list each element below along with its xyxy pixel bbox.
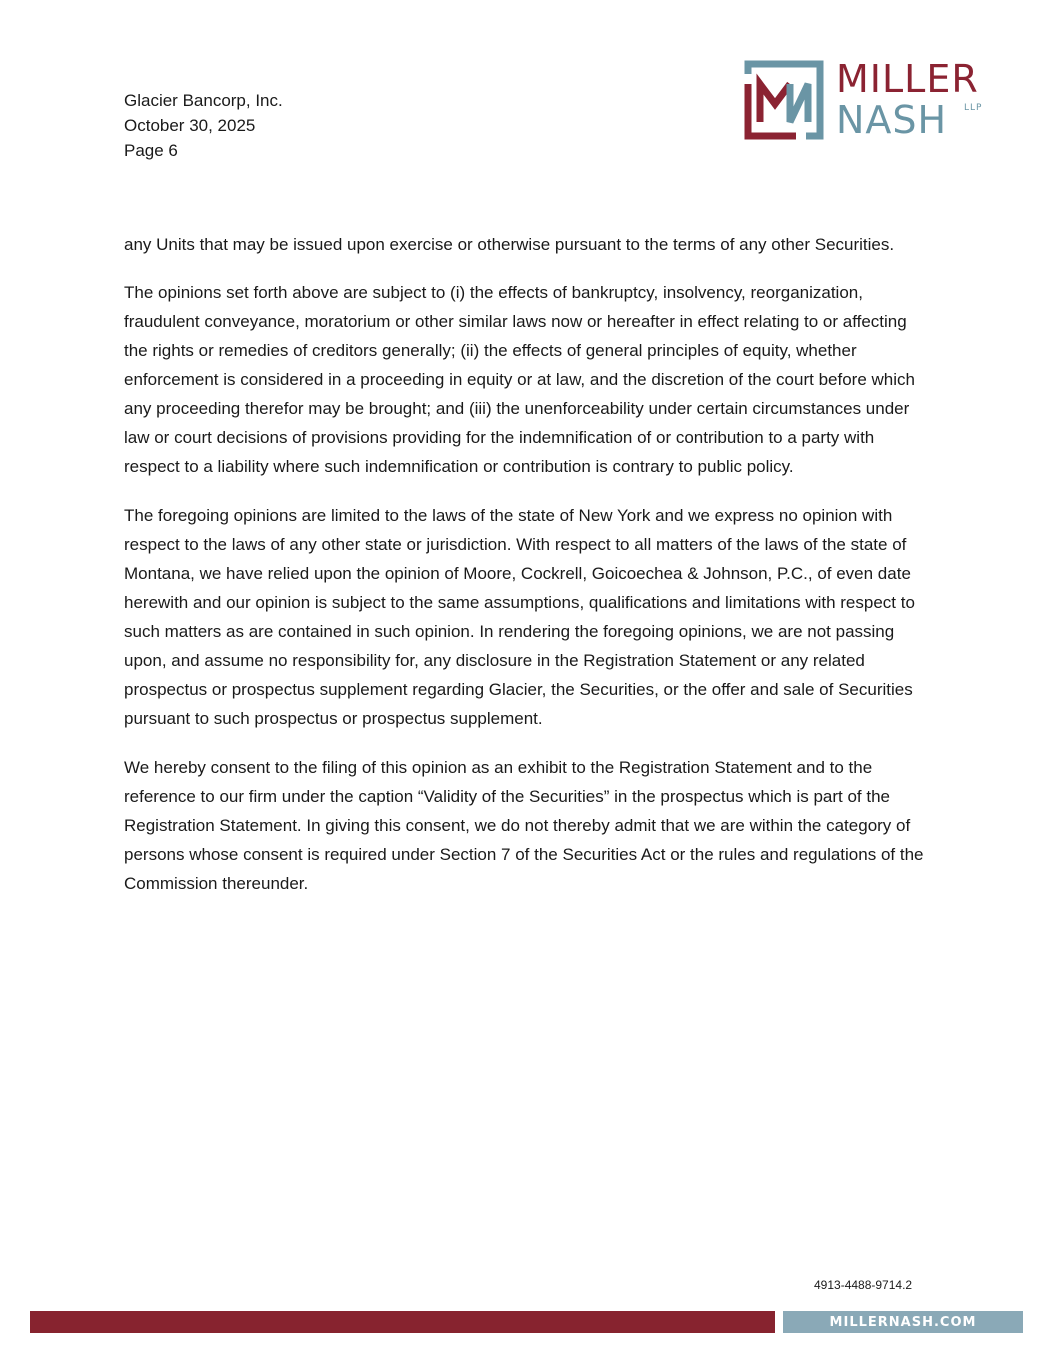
document-number: 4913-4488-9714.2 [814, 1278, 913, 1292]
letter-body [124, 229, 934, 918]
miller-nash-logo [744, 57, 994, 142]
page-number: Page 6 [124, 141, 178, 160]
letter-header [124, 88, 283, 163]
logo-llp-text: LLP [964, 103, 983, 113]
mn-monogram-icon [744, 60, 824, 140]
paragraph-2: The opinions set forth above are subject to (i) the effects of bankruptcy, insolvency, reorganization, fraudulent conveyance, moratorium or other similar laws now or hereafter in effect relating to or affecting the rights or remedies of creditors generally; (ii) the effects of general principles of equity, whether enforcement is considered in a proceeding in equity or at law, and the discretion of the court before which any proceeding therefor may be brought; and (iii) the unenforceability under certain circumstances under law or court decisions of provisions providing for the indemnification of or contribution to a party with respect to a liability where such indemnification or contribution is contrary to public policy. [124, 283, 915, 476]
logo-miller-text: MILLER [836, 57, 979, 101]
letter-date: October 30, 2025 [124, 116, 256, 135]
paragraph-4: We hereby consent to the filing of this opinion as an exhibit to the Registration Statement and to the reference to our firm under the caption “Validity of the Securities” in the prospectus which is part of the Registration Statement. In giving this consent, we do not thereby admit that we are within the category of persons whose consent is required under Section 7 of the Securities Act or the rules and regulations of the Commission thereunder. [124, 758, 924, 893]
logo-nash-text: NASH [836, 98, 948, 142]
recipient-name: Glacier Bancorp, Inc. [124, 91, 283, 110]
footer-bar-blue [783, 1311, 1023, 1333]
footer-bar-red [30, 1311, 775, 1333]
paragraph-3: The foregoing opinions are limited to the laws of the state of New York and we express no opinion with respect to the laws of any other state or jurisdiction. With respect to all matters of the laws of the state of Montana, we have relied upon the opinion of Moore, Cockrell, Goicoechea & Johnson, P.C., of even date herewith and our opinion is subject to the same assumptions, qualifications and limitations with respect to such matters as are contained in such opinion. In rendering the foregoing opinions, we are not passing upon, and assume no responsibility for, any disclosure in the Registration Statement or any related prospectus or prospectus supplement regarding Glacier, the Securities, or the offer and sale of Securities pursuant to such prospectus or prospectus supplement. [124, 506, 915, 728]
footer-website: MILLERNASH.COM [829, 1314, 977, 1330]
paragraph-1: any Units that may be issued upon exercise or otherwise pursuant to the terms of any other Securities. [124, 235, 895, 254]
